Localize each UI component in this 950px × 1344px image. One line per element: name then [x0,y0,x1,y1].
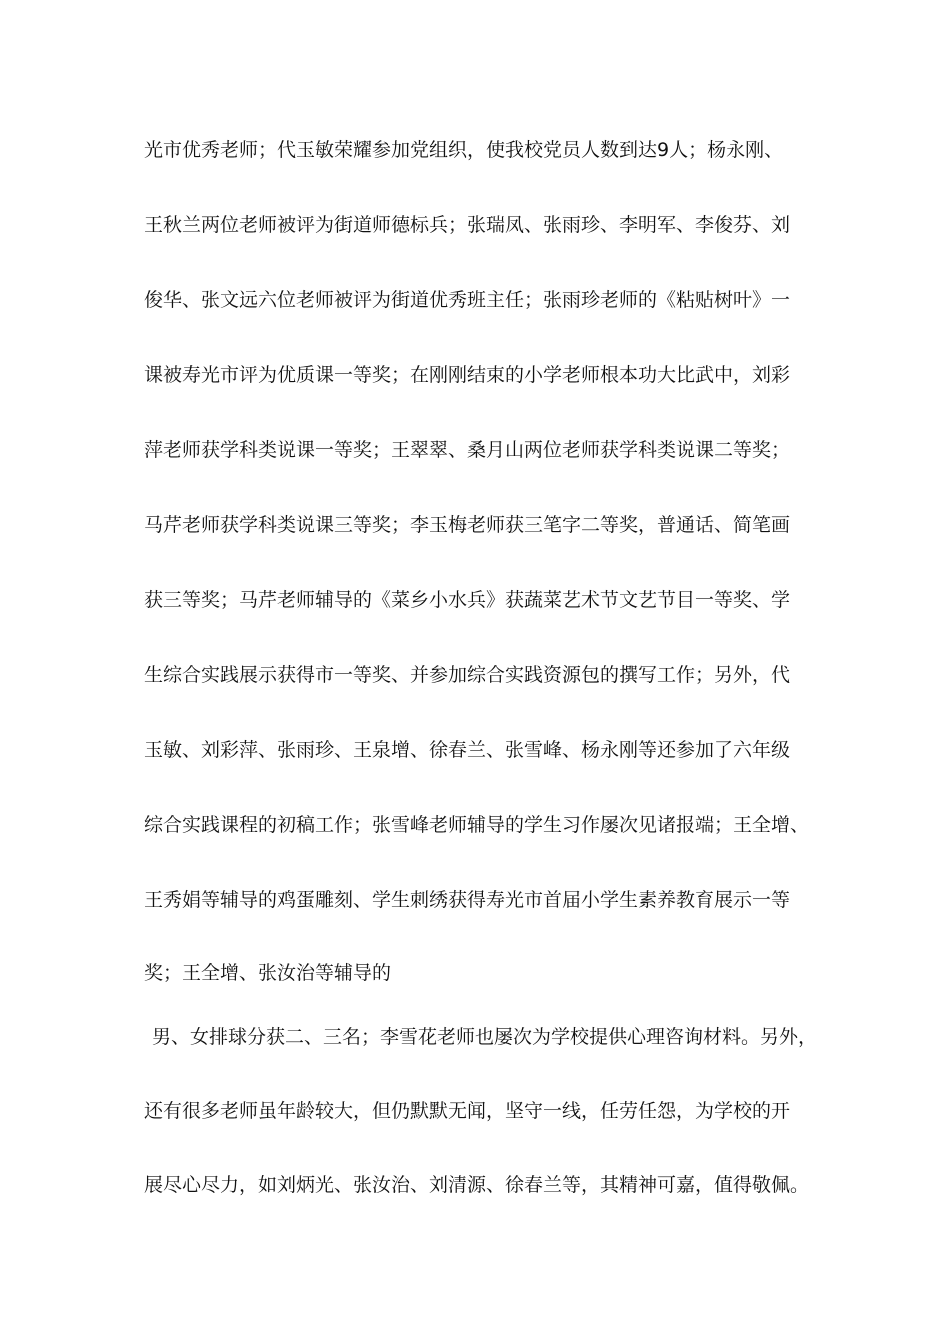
paragraph-line: 生综合实践展示获得市一等奖、并参加综合实践资源包的撰写工作；另外，代 [144,664,791,686]
paragraph-line: 展尽心尽力，如刘炳光、张汝治、刘清源、徐春兰等，其精神可嘉，值得敬佩。 [144,1174,810,1196]
paragraph-line: 玉敏、刘彩萍、张雨珍、王泉增、徐春兰、张雪峰、杨永刚等还参加了六年级 [144,739,791,761]
paragraph-line: 俊华、张文远六位老师被评为街道优秀班主任；张雨珍老师的《粘贴树叶》一 [144,289,791,311]
paragraph-line: 马芹老师获学科类说课三等奖；李玉梅老师获三笔字二等奖，普通话、简笔画 [144,514,791,536]
paragraph-line: 还有很多老师虽年龄较大，但仍默默无闻，坚守一线，任劳任怨，为学校的开 [144,1100,791,1122]
paragraph-line: 奖；王全增、张汝治等辅导的 [144,962,392,984]
paragraph-line: 王秀娟等辅导的鸡蛋雕刻、学生刺绣获得寿光市首届小学生素养教育展示一等 [144,889,791,911]
paragraph-line: 课被寿光市评为优质课一等奖；在刚刚结束的小学老师根本功大比武中，刘彩 [144,364,791,386]
paragraph-line: 萍老师获学科类说课一等奖；王翠翠、桑月山两位老师获学科类说课二等奖； [144,439,791,461]
paragraph-line: 光市优秀老师；代玉敏荣耀参加党组织，使我校党员人数到达9人；杨永刚、 [144,139,784,161]
paragraph-line: 综合实践课程的初稿工作；张雪峰老师辅导的学生习作屡次见诸报端；王全增、 [144,814,810,836]
paragraph-line: 男、女排球分获二、三名；李雪花老师也屡次为学校提供心理咨询材料。另外， [152,1026,818,1048]
paragraph-line: 获三等奖；马芹老师辅导的《菜乡小水兵》获蔬菜艺术节文艺节目一等奖、学 [144,589,791,611]
paragraph-line: 王秋兰两位老师被评为街道师德标兵；张瑞凤、张雨珍、李明军、李俊芬、刘 [144,214,791,236]
